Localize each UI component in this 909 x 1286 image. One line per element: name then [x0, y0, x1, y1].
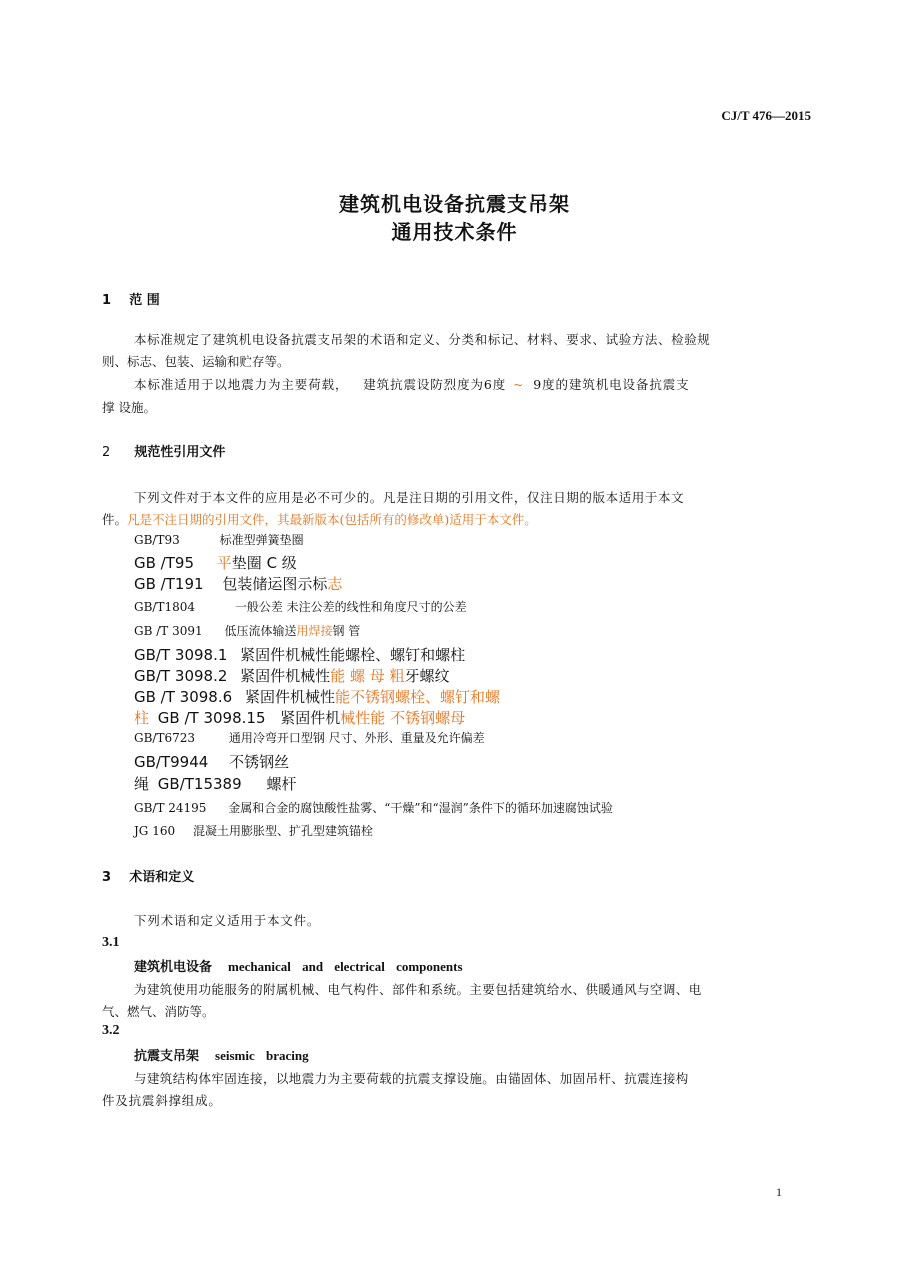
ref-gbt3098-2	[134, 665, 450, 686]
ref-gbt3098-6	[134, 686, 500, 707]
ref-code: GB /T95	[134, 554, 194, 572]
section2-p1-line1: 下列文件对于本文件的应用是必不可少的。凡是注日期的引用文件，仅注日期的版本适用于本文	[134, 490, 685, 505]
ref-gbt191	[134, 573, 342, 594]
ref-gbt1804	[134, 598, 467, 615]
scope-text-b: 建筑抗震设防烈度为6度	[363, 377, 507, 392]
ref-code: GB/T93	[134, 533, 180, 547]
ref-title: 紧固件机	[280, 709, 341, 727]
document-title-line1: 建筑机电设备抗震支吊架	[339, 192, 570, 216]
ref-title-highlight: 用焊接	[296, 624, 333, 638]
section2-heading	[102, 441, 225, 460]
page-number: 1	[776, 1185, 782, 1199]
ref-code: GB/T 3098.1	[134, 646, 228, 664]
term-chinese: 抗震支吊架	[134, 1049, 200, 1064]
section1-p1-line1: 本标准规定了建筑机电设备抗震支吊架的术语和定义、分类和标记、材料、要求、试验方法、检验规	[134, 332, 711, 347]
ref-lead-highlight: 柱	[134, 709, 150, 727]
refs-intro-a: 件。	[102, 512, 128, 527]
refs-intro-c: 其最新版本(包括所有的修改单)适用于本文件。	[277, 512, 537, 527]
term-chinese: 建筑机电设备	[134, 960, 213, 975]
ref-title-highlight: 能 螺 母 粗	[330, 667, 405, 685]
section1-p2-line2: 撑 设施。	[102, 400, 156, 415]
ref-title-end: 牙螺纹	[404, 667, 450, 685]
ref-gbt6723	[134, 729, 485, 746]
term-heading	[134, 1045, 309, 1064]
section3-heading	[102, 866, 194, 885]
ref-title: 不锈钢丝	[229, 753, 290, 771]
term-heading	[134, 956, 463, 975]
ref-gbt93	[134, 531, 304, 548]
ref-title: 混凝土用膨胀型、扩孔型建筑锚栓	[192, 824, 373, 838]
ref-title-highlight: 械性能 不锈钢螺母	[340, 709, 466, 727]
term-number: 3.1	[102, 935, 120, 950]
ref-code: GB /T 3098.6	[134, 688, 233, 706]
term-definition-line2: 气、燃气、消防等。	[102, 1004, 215, 1019]
ref-gbt3091	[134, 622, 360, 639]
ref-code: GB/T6723	[134, 731, 195, 745]
ref-lead: 绳	[134, 775, 150, 793]
ref-code: JG 160	[134, 824, 176, 838]
ref-title: 紧固件机械性能螺栓、螺钉和螺柱	[240, 646, 466, 664]
ref-title-end: 钢 管	[332, 624, 361, 638]
ref-gbt9944	[134, 751, 289, 772]
term-definition-line1: 与建筑结构体牢固连接，以地震力为主要荷载的抗震支撑设施。由锚固体、加固吊杆、抗震连接构	[134, 1071, 689, 1086]
ref-title: 紧固件机械性	[244, 688, 335, 706]
ref-gbt15389	[134, 773, 296, 794]
term-definition-line1: 为建筑使用功能服务的附属机械、电气构件、部件和系统。主要包括建筑给水、供暖通风与空调、电	[134, 982, 702, 997]
ref-title: 垫圈 C 级	[231, 554, 297, 572]
ref-title-highlight: 能不锈钢螺栓、螺	[334, 688, 455, 706]
scope-tilde: ~	[513, 377, 525, 392]
term-english: seismic bracing	[215, 1048, 309, 1063]
scope-text-c: 9度的建筑机电设备抗震支	[533, 377, 690, 392]
ref-title: 低压流体输送	[224, 624, 297, 638]
ref-title: 通用冷弯开口型钢 尺寸、外形、重量及允许偏差	[228, 731, 485, 745]
section1-title: 范 围	[129, 293, 160, 308]
section2-title: 规范性引用文件	[134, 445, 226, 460]
refs-intro-b: 凡是不注日期的引用文件，	[127, 512, 278, 527]
section2-p1-line2	[102, 509, 537, 531]
ref-code: GB/T9944	[134, 753, 209, 771]
ref-code: GB/T1804	[134, 600, 195, 614]
ref-title-highlight: 平	[216, 554, 232, 572]
ref-title-highlight: 志	[327, 575, 343, 593]
section1-p1-line2: 则、标志、包装、运输和贮存等。	[102, 354, 290, 369]
ref-jg160	[134, 822, 373, 839]
ref-title: 标准型弹簧垫圈	[219, 533, 304, 547]
ref-title: 包装储运图示标	[222, 575, 328, 593]
section3-title: 术语和定义	[129, 870, 195, 885]
ref-title: 螺杆	[266, 775, 297, 793]
ref-code: GB /T191	[134, 575, 204, 593]
ref-code: GB/T 24195	[134, 801, 207, 815]
ref-gbt24195	[134, 799, 613, 816]
term-number: 3.2	[102, 1023, 120, 1038]
section3-intro: 下列术语和定义适用于本文件。	[134, 913, 321, 928]
ref-gbt3098-15	[134, 707, 465, 728]
ref-code: GB/T15389	[157, 775, 242, 793]
ref-title: 金属和合金的腐蚀酸性盐雾、“干燥”和“湿润”条件下的循环加速腐蚀试验	[228, 801, 613, 815]
term-english: mechanical and electrical components	[228, 959, 463, 974]
ref-code: GB /T 3098.15	[157, 709, 266, 727]
ref-gbt95	[134, 552, 297, 573]
section1-heading	[102, 289, 160, 308]
ref-gbt3098-1	[134, 644, 465, 665]
scope-text-a: 本标准适用于以地震力为主要荷载，	[134, 377, 349, 392]
section2-number: 2	[102, 445, 111, 460]
document-title-line2: 通用技术条件	[391, 220, 518, 244]
ref-title: 紧固件机械性	[240, 667, 331, 685]
ref-title-end: 钉和螺	[454, 688, 500, 706]
section3-number: 3	[102, 870, 112, 885]
section1-p2-line1	[134, 374, 690, 396]
term-definition-line2: 件及抗震斜撑组成。	[102, 1093, 222, 1108]
ref-code: GB/T 3098.2	[134, 667, 228, 685]
section1-number: 1	[102, 293, 112, 308]
standard-code: CJ/T 476—2015	[721, 108, 811, 123]
ref-title: 一般公差 未注公差的线性和角度尺寸的公差	[234, 600, 467, 614]
ref-code: GB /T 3091	[134, 624, 203, 638]
